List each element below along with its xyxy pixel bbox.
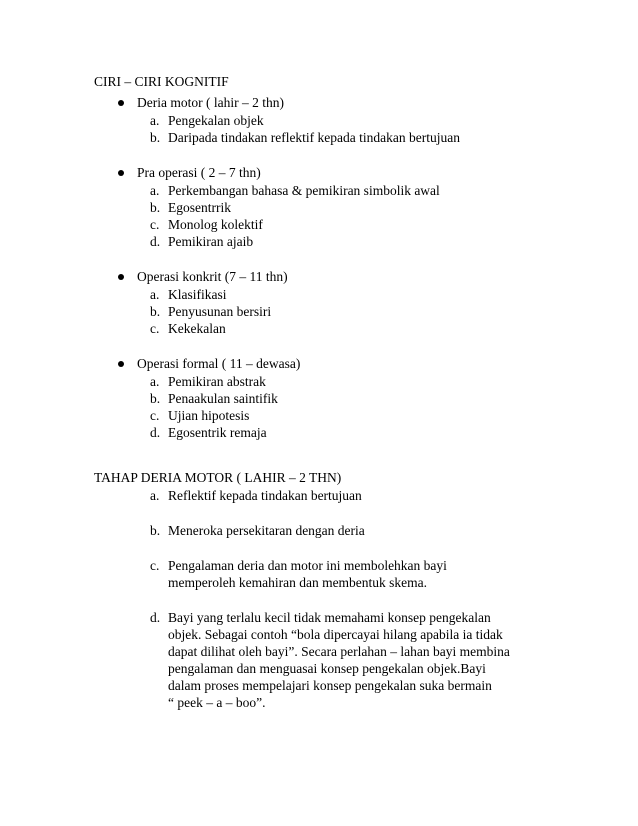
list-item [150,407,249,424]
list-text-continuation: “ peek – a – boo”. [168,695,266,710]
list-text: Pengalaman deria dan motor ini membolehkan bayi [168,558,447,573]
list-letter: d. [150,610,161,625]
list-item [150,233,253,250]
list-letter: a. [150,113,160,128]
list-item [150,522,365,539]
bullet-operasi-formal [118,355,300,372]
list-text: Bayi yang terlalu kecil tidak memahami konsep pengekalan [168,610,491,625]
list-item [150,182,440,199]
list-item [150,320,226,337]
bullet-icon [118,274,124,280]
list-letter: b. [150,523,161,538]
list-item [150,112,264,129]
bullet-pra-operasi [118,164,261,181]
list-item [150,390,278,407]
list-text: Monolog kolektif [168,217,263,232]
list-letter: b. [150,304,161,319]
bullet-operasi-konkrit [118,268,288,285]
list-letter: a. [150,374,160,389]
list-item [150,216,263,233]
bullet-label: Operasi konkrit (7 – 11 thn) [137,269,288,284]
list-text: Ujian hipotesis [168,408,250,423]
list-text-continuation: memperoleh kemahiran dan membentuk skema. [168,575,428,590]
list-text: Egosentrik remaja [168,425,267,440]
list-letter: a. [150,183,160,198]
section-heading-ciri-kognitif: CIRI – CIRI KOGNITIF [94,74,229,89]
list-item [150,609,491,626]
list-text: Meneroka persekitaran dengan deria [168,523,365,538]
list-item [150,424,267,441]
bullet-icon [118,100,124,106]
bullet-icon [118,361,124,367]
list-item [150,303,271,320]
list-text-continuation: pengalaman dan menguasai konsep pengekalan objek.Bayi [168,661,486,676]
list-letter: d. [150,234,161,249]
bullet-deria-motor [118,94,284,111]
list-item [150,286,227,303]
list-letter: a. [150,488,160,503]
list-item [150,487,362,504]
list-text: Pemikiran ajaib [168,234,254,249]
list-item [150,373,266,390]
list-item [150,199,231,216]
list-text-continuation: dalam proses mempelajari konsep pengekalan suka bermain [168,678,492,693]
list-text: Pengekalan objek [168,113,264,128]
bullet-icon [118,170,124,176]
bullet-label: Deria motor ( lahir – 2 thn) [137,95,284,110]
list-letter: b. [150,391,161,406]
list-letter: c. [150,217,160,232]
list-text: Penyusunan bersiri [168,304,272,319]
list-text: Penaakulan saintifik [168,391,278,406]
list-letter: d. [150,425,161,440]
bullet-label: Operasi formal ( 11 – dewasa) [137,356,301,371]
list-item [150,557,447,574]
list-letter: c. [150,408,160,423]
list-letter: c. [150,321,160,336]
list-letter: b. [150,130,161,145]
section-heading-tahap-deria-motor: TAHAP DERIA MOTOR ( LAHIR – 2 THN) [94,470,342,485]
list-letter: b. [150,200,161,215]
list-text-continuation: objek. Sebagai contoh “bola dipercayai hilang apabila ia tidak [168,627,503,642]
list-item [150,129,460,146]
list-text: Klasifikasi [168,287,227,302]
list-text: Perkembangan bahasa & pemikiran simbolik awal [168,183,440,198]
bullet-label: Pra operasi ( 2 – 7 thn) [137,165,261,180]
list-text: Daripada tindakan reflektif kepada tindakan bertujuan [168,130,460,145]
list-text: Pemikiran abstrak [168,374,266,389]
list-letter: c. [150,558,160,573]
list-text-continuation: dapat dilihat oleh bayi”. Secara perlahan – lahan bayi membina [168,644,510,659]
list-text: Kekekalan [168,321,226,336]
list-text: Egosentrrik [168,200,231,215]
list-text: Reflektif kepada tindakan bertujuan [168,488,362,503]
list-letter: a. [150,287,160,302]
